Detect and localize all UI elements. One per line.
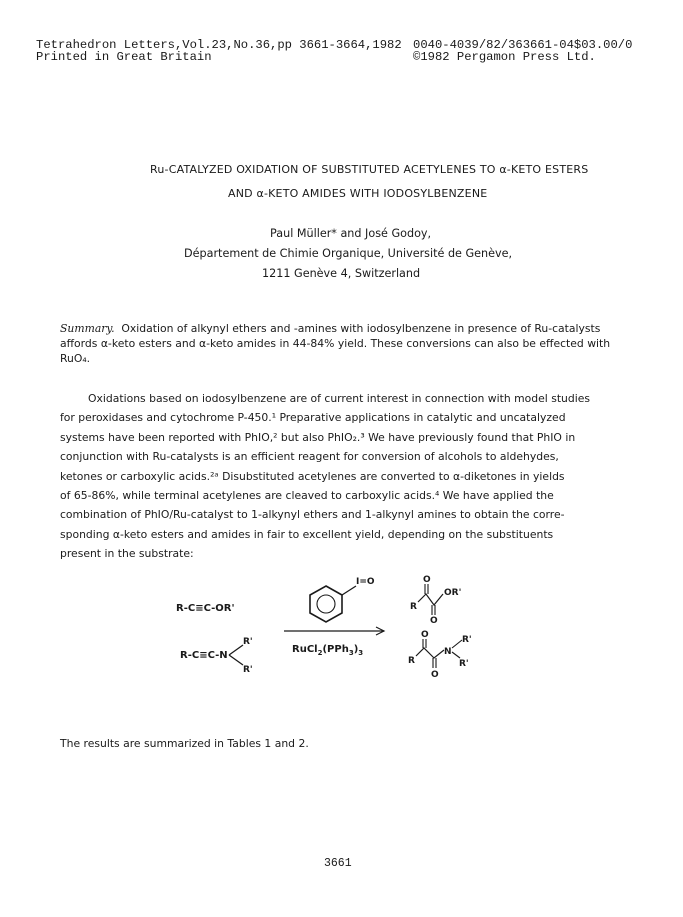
amine-bond-upper (229, 645, 243, 655)
body-paragraph (60, 389, 640, 564)
summary-paragraph (60, 321, 620, 366)
reaction-scheme (0, 560, 683, 700)
body-line: ketones or carboxylic acids.²ᵃ Disubstituted acetylenes are converted to α-diketones in yields (60, 469, 565, 483)
body-line: present in the substrate: (60, 547, 194, 561)
author-affiliation: Département de Chimie Organique, Université de Genève, (184, 247, 513, 260)
amide-skeleton (416, 648, 444, 658)
iodine-bond (342, 586, 356, 595)
amide-r-group: R (408, 656, 415, 666)
closing-sentence: The results are summarized in Tables 1 and 2. (60, 737, 309, 750)
ester-oxygen-upper: O (423, 575, 431, 585)
article-code: 0040-4039/82/363661-04$03.00/0 (413, 38, 633, 52)
body-line: of 65-86%, while terminal acetylenes are cleaved to carboxylic acids.⁴ We have applied the (60, 489, 554, 503)
benzene-ring-icon (310, 586, 342, 622)
amide-oxygen-upper: O (421, 630, 429, 640)
amine-substituent-lower: R' (243, 665, 253, 675)
amine-substituent-upper: R' (243, 637, 253, 647)
aromatic-circle (317, 595, 335, 613)
copyright: ©1982 Pergamon Press Ltd. (413, 50, 596, 64)
amide-bond-lower (452, 652, 460, 658)
amine-bond-lower (229, 655, 243, 665)
body-line: for peroxidases and cytochrome P-450.¹ Preparative applications in catalytic and uncatalyzed (60, 411, 566, 425)
printed-in: Printed in Great Britain (36, 50, 212, 64)
author-names: Paul Müller* and José Godoy, (270, 227, 432, 240)
ester-oxygen-lower: O (430, 616, 438, 626)
journal-citation: Tetrahedron Letters,Vol.23,No.36,pp 3661-3664,1982 (36, 38, 402, 52)
amide-bond-upper (452, 640, 462, 648)
amide-oxygen-lower: O (431, 670, 439, 680)
body-line: Oxidations based on iodosylbenzene are of current interest in connection with model studies (88, 392, 591, 405)
author-address: 1211 Genève 4, Switzerland (262, 267, 421, 280)
summary-text: Oxidation of alkynyl ethers and -amines with iodosylbenzene in presence of Ru-catalysts affords α-keto esters and α-keto amides in 44-84% yield. These conversions can also be effected with RuO₄. (60, 322, 611, 365)
ester-skeleton (418, 594, 443, 605)
body-line: systems have been reported with PhIO,² but also PhIO₂.³ We have previously found that PhIO in (60, 430, 576, 444)
amide-substituent-upper: R' (462, 635, 472, 645)
catalyst-label: $RuCl_2(PPh_3)_3$ (292, 644, 364, 657)
page-number: 3661 (324, 857, 352, 870)
paper-title-line-1: Ru-CATALYZED OXIDATION OF SUBSTITUTED ACETYLENES TO α-KETO ESTERS (150, 163, 589, 176)
amide-substituent-lower: R' (459, 659, 469, 669)
body-line: conjunction with Ru-catalysts is an efficient reagent for conversion of alcohols to aldehydes, (60, 450, 559, 464)
paper-title-line-2: AND α-KETO AMIDES WITH IODOSYLBENZENE (228, 187, 488, 200)
summary-label: Summary. (60, 322, 115, 335)
alkynyl-amine-reactant: R-C≡C-N (180, 650, 228, 661)
alkynyl-ether-reactant: R-C≡C-OR' (176, 603, 235, 614)
body-line: sponding α-keto esters and amides in fair to excellent yield, depending on the substituents (60, 527, 554, 541)
ester-r-group: R (410, 602, 417, 612)
body-line: combination of PhIO/Ru-catalyst to 1-alkynyl ethers and 1-alkynyl amines to obtain the corre- (60, 508, 565, 522)
iodosyl-label: I=O (356, 577, 375, 587)
ester-or-group: OR' (444, 588, 462, 598)
amide-nitrogen: N (444, 647, 452, 657)
